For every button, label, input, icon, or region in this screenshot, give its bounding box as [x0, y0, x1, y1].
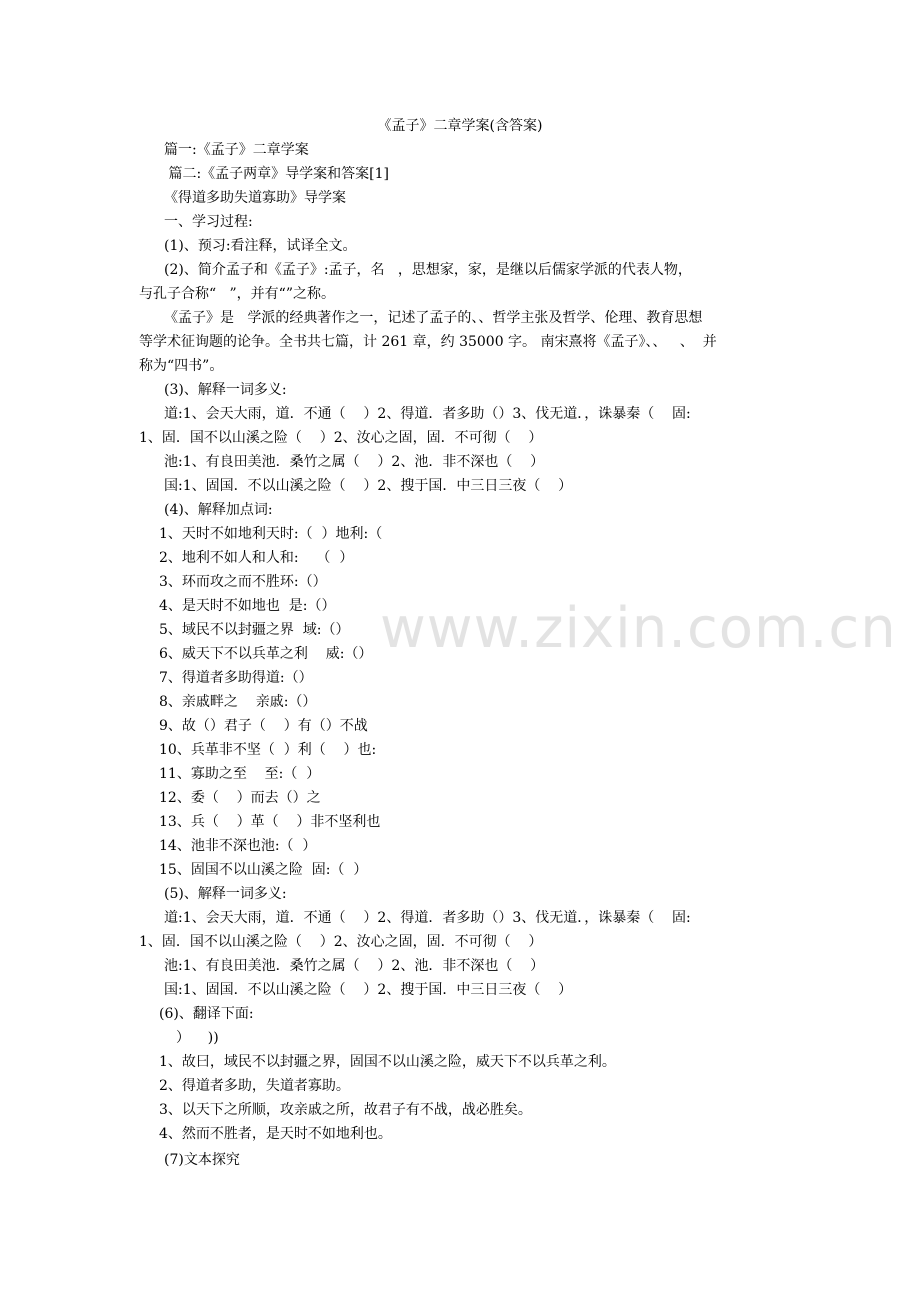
list-item: 9、故（）君子（ ）有（）不战 [159, 718, 368, 734]
list-item: 7、得道者多助得道:（） [159, 670, 313, 686]
text-line: 池:1、有良田美池．桑竹之属（ ）2、池．非不深也（ ） [164, 958, 545, 974]
list-item: 5、域民不以封疆之界 域:（） [159, 622, 350, 638]
list-item: 4、是天时不如地也 是:（） [159, 598, 336, 614]
list-item: 3、以天下之所顺，攻亲戚之所，故君子有不战，战必胜矣。 [159, 1102, 532, 1118]
watermark-text: www.zixin.com.cn [380, 596, 897, 661]
text-line: 等学术征询题的论争。全书共七篇，计 261 章，约 35000 字。 南宋熹将《孟子》、、 、 并 [139, 334, 717, 350]
list-item: 11、寡助之至 至:（ ） [159, 766, 321, 782]
text-line: (4)、解释加点词: [164, 502, 273, 518]
text-line: (3)、解释一词多义: [164, 382, 287, 398]
text-line: 篇二:《孟子两章》导学案和答案[1] [164, 166, 389, 182]
text-line: (2)、简介孟子和《孟子》:孟子，名 ，思想家，家，是继以后儒家学派的代表人物， [164, 262, 692, 278]
text-line: 国:1、固国．不以山溪之险（ ）2、搜于国．中三日三夜（ ） [164, 982, 573, 998]
text-line: 称为“四书”。 [139, 358, 224, 374]
text-line: 篇一:《孟子》二章学案 [164, 142, 309, 158]
list-item: 14、池非不深也池:（ ） [159, 838, 317, 854]
text-line: 国:1、固国．不以山溪之险（ ）2、搜于国．中三日三夜（ ） [164, 478, 573, 494]
list-item: 15、固国不以山溪之险 固:（ ） [159, 862, 368, 878]
text-line: 道:1、会天大雨，道．不通（ ）2、得道．者多助（）3、伐无道．，诛暴秦（ 固: [164, 406, 691, 422]
text-line: 1、固．国不以山溪之险（ ）2、汝心之固，固．不可彻（ ） [139, 934, 543, 950]
text-line: 《孟子》是 学派的经典著作之一，记述了孟子的、、哲学主张及哲学、伦理、教育思想 [164, 310, 703, 326]
list-item: 1、故曰，域民不以封疆之界，固国不以山溪之险，威天下不以兵革之利。 [159, 1054, 616, 1070]
list-item: 6、威天下不以兵革之利 威:（） [159, 646, 373, 662]
list-item: 1、天时不如地利天时:（ ）地利:（ [159, 526, 383, 542]
list-item: 8、亲戚畔之 亲戚:（） [159, 694, 317, 710]
list-item: 3、环而攻之而不胜环:（） [159, 574, 327, 590]
text-line: (1)、预习:看注释，试译全文。 [164, 238, 357, 254]
text-line: (6)、翻译下面: [159, 1006, 254, 1022]
list-item: 4、然而不胜者，是天时不如地利也。 [159, 1126, 392, 1142]
text-line: 1、固．国不以山溪之险（ ）2、汝心之固，固．不可彻（ ） [139, 430, 543, 446]
section-heading: 一、学习过程: [164, 214, 253, 230]
section-heading: (7)文本探究 [164, 1152, 240, 1168]
list-item: 13、兵（ ）革（ ）非不坚利也 [159, 814, 381, 830]
list-item: 12、委（ ）而去（）之 [159, 790, 321, 806]
text-line: 道:1、会天大雨，道．不通（ ）2、得道．者多助（）3、伐无道．，诛暴秦（ 固: [164, 910, 691, 926]
text-line: ） )) [176, 1030, 219, 1046]
list-item: 10、兵革非不坚（ ）利（ ）也: [159, 742, 377, 758]
text-line: (5)、解释一词多义: [164, 886, 287, 902]
list-item: 2、得道者多助，失道者寡助。 [159, 1078, 350, 1094]
document-title: 《孟子》二章学案(含答案) [377, 118, 543, 134]
text-line: 与孔子合称“ ”，并有“”之称。 [139, 286, 335, 302]
text-line: 池:1、有良田美池．桑竹之属（ ）2、池．非不深也（ ） [164, 454, 545, 470]
text-line: 《得道多助失道寡助》导学案 [164, 190, 346, 206]
list-item: 2、地利不如人和人和: （ ） [159, 550, 354, 566]
